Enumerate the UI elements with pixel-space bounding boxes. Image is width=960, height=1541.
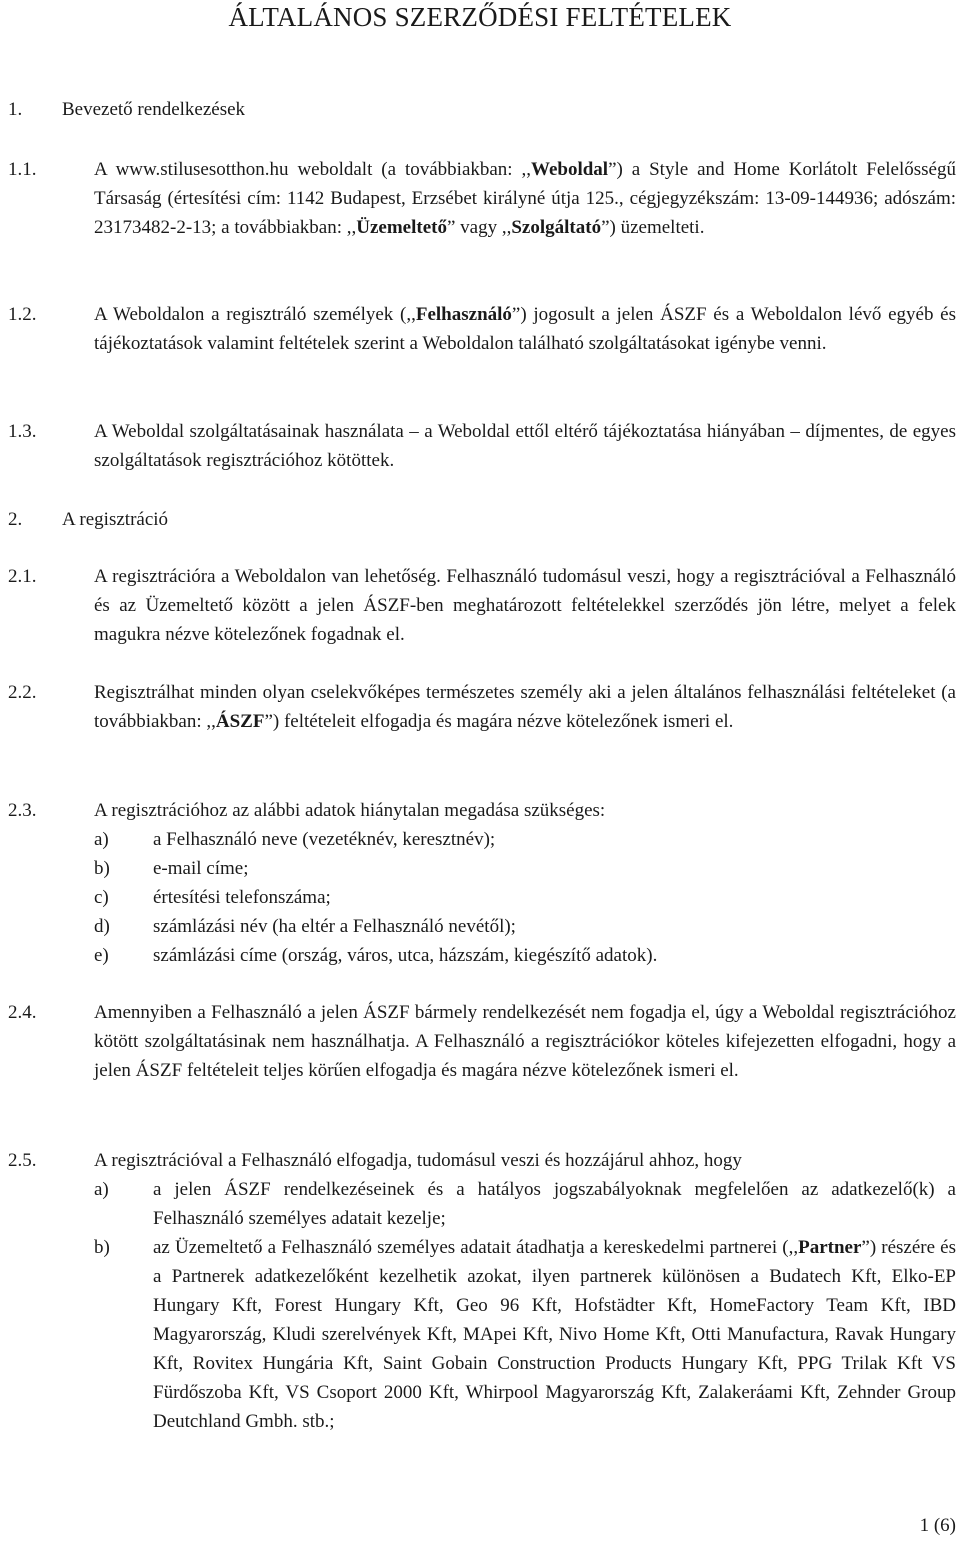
- clause-number: 1.2.: [8, 304, 37, 325]
- clause-text: A regisztrációhoz az alábbi adatok hiánytalan megadása szükséges:: [94, 800, 606, 821]
- term-szolgaltato: Szolgáltató: [511, 217, 602, 238]
- clause-number: 2.2.: [8, 682, 37, 703]
- section-2-heading: [8, 505, 168, 534]
- list-item: e) számlázási címe (ország, város, utca, házszám, kiegészítő adatok).: [94, 945, 658, 966]
- clause-text: Amennyiben a Felhasználó a jelen ÁSZF bármely rendelkezését nem fogadja el, úgy a Weboldal regisztrációhoz kötött szolgáltatásinak nem használhatja. A Felhasználó a regisztrációkor köteles kifejezetten elfogadni, hogy a jelen ÁSZF feltételeit teljes körűen elfogadja és magára nézve kötelezőnek ismeri el.: [94, 1002, 956, 1081]
- term-aszf: ÁSZF: [215, 711, 265, 732]
- clause-1-3: [8, 417, 956, 475]
- list-item: c) értesítési telefonszáma;: [94, 887, 331, 908]
- clause-text: A regisztrációval a Felhasználó elfogadja, tudomásul veszi és hozzájárul ahhoz, hogy: [94, 1150, 742, 1171]
- section-number: 1.: [8, 99, 23, 120]
- registration-data-list: [94, 825, 956, 970]
- document-title: ÁLTALÁNOS SZERZŐDÉSI FELTÉTELEK: [228, 2, 732, 32]
- clause-number: 2.4.: [8, 1002, 37, 1023]
- clause-2-5: [8, 1146, 956, 1175]
- clause-number: 2.1.: [8, 566, 37, 587]
- list-item: b) az Üzemeltető a Felhasználó személyes adatait átadhatja a kereskedelmi partnerei (,,Partner”) részére és a Partnerek adatkezelőként kezelhetik azokat, ilyen partnerek különösen a Budatech Kft, Elko-EP Hungary Kft, Forest Hungary Kft, Geo 96 Kft, Hofstädter Kft, HomeFactory Team Kft, IBD Magyarország, Kludi szerelvények Kft, MApei Kft, Nivo Home Kft, Otti Manufactura, Ravak Hungary Kft, Rovitex Hungária Kft, Saint Gobain Construction Products Hungary Kft, PPG Trilak Kft VS Fürdőszoba Kft, VS Csoport 2000 Kft, Whirpool Magyarország Kft, Zalakeráami Kft, Zehnder Group Deutchland Gmbh. stb.;: [94, 1237, 956, 1432]
- clause-text: A regisztrációra a Weboldalon van lehetőség. Felhasználó tudomásul veszi, hogy a regisztrációval a Felhasználó és az Üzemeltető között a jelen ÁSZF-ben meghatározott feltételekkel szerződés jön létre, melyet a felek magukra nézve kötelezőnek fogadnak el.: [94, 566, 956, 645]
- term-partner: Partner: [798, 1237, 862, 1258]
- clause-text: A Weboldalon a regisztráló személyek (,,Felhasználó”) jogosult a jelen ÁSZF és a Weboldalon lévő egyéb és tájékoztatások valamint feltételek szerint a Weboldalon található szolgáltatásokat igénybe venni.: [94, 304, 957, 354]
- section-1-heading: [8, 95, 245, 124]
- clause-text: Regisztrálhat minden olyan cselekvőképes természetes személy aki a jelen általános felhasználási feltételeket (a továbbiakban: ,,ÁSZF”) feltételeit elfogadja és magára nézve kötelezőnek ismeri el.: [94, 682, 956, 732]
- term-felhasznalo: Felhasználó: [415, 304, 512, 325]
- clause-2-2: [8, 678, 956, 736]
- clause-text: A www.stilusesotthon.hu weboldalt (a továbbiakban: ,,Weboldal”) a Style and Home Korlátolt Felelősségű Társaság (értesítési cím: 1142 Budapest, Erzsébet királyné útja 125., cégjegyzékszám: 13-09-144936; adószám: 23173482-2-13; a továbbiakban: ,,Üzemeltető” vagy ,,Szolgáltató”) üzemelteti.: [94, 159, 956, 238]
- list-item: d) számlázási név (ha eltér a Felhasználó nevétől);: [94, 916, 516, 937]
- consent-list: [94, 1175, 956, 1436]
- section-title: A regisztráció: [62, 509, 169, 530]
- term-uzemelteto: Üzemeltető: [356, 217, 447, 238]
- list-item: a) a Felhasználó neve (vezetéknév, keresztnév);: [94, 829, 496, 850]
- clause-2-1: [8, 562, 956, 649]
- page-number: 1 (6): [919, 1515, 956, 1536]
- clause-1-1: [8, 155, 956, 242]
- list-item: a) a jelen ÁSZF rendelkezéseinek és a hatályos jogszabályoknak megfelelően az adatkezelő(k) a Felhasználó személyes adatait kezelje;: [94, 1179, 956, 1229]
- list-item: b) e-mail címe;: [94, 858, 249, 879]
- clause-number: 2.5.: [8, 1150, 37, 1171]
- clause-2-3: [8, 796, 956, 825]
- section-title: Bevezető rendelkezések: [62, 99, 246, 120]
- term-weboldal: Weboldal: [531, 159, 609, 180]
- clause-text: A Weboldal szolgáltatásainak használata – a Weboldal ettől eltérő tájékoztatása hiányában – díjmentes, de egyes szolgáltatások regisztrációhoz kötöttek.: [94, 421, 956, 471]
- clause-number: 1.3.: [8, 421, 37, 442]
- section-number: 2.: [8, 509, 23, 530]
- clause-number: 2.3.: [8, 800, 37, 821]
- clause-number: 1.1.: [8, 159, 37, 180]
- clause-1-2: [8, 300, 956, 358]
- clause-2-4: [8, 998, 956, 1085]
